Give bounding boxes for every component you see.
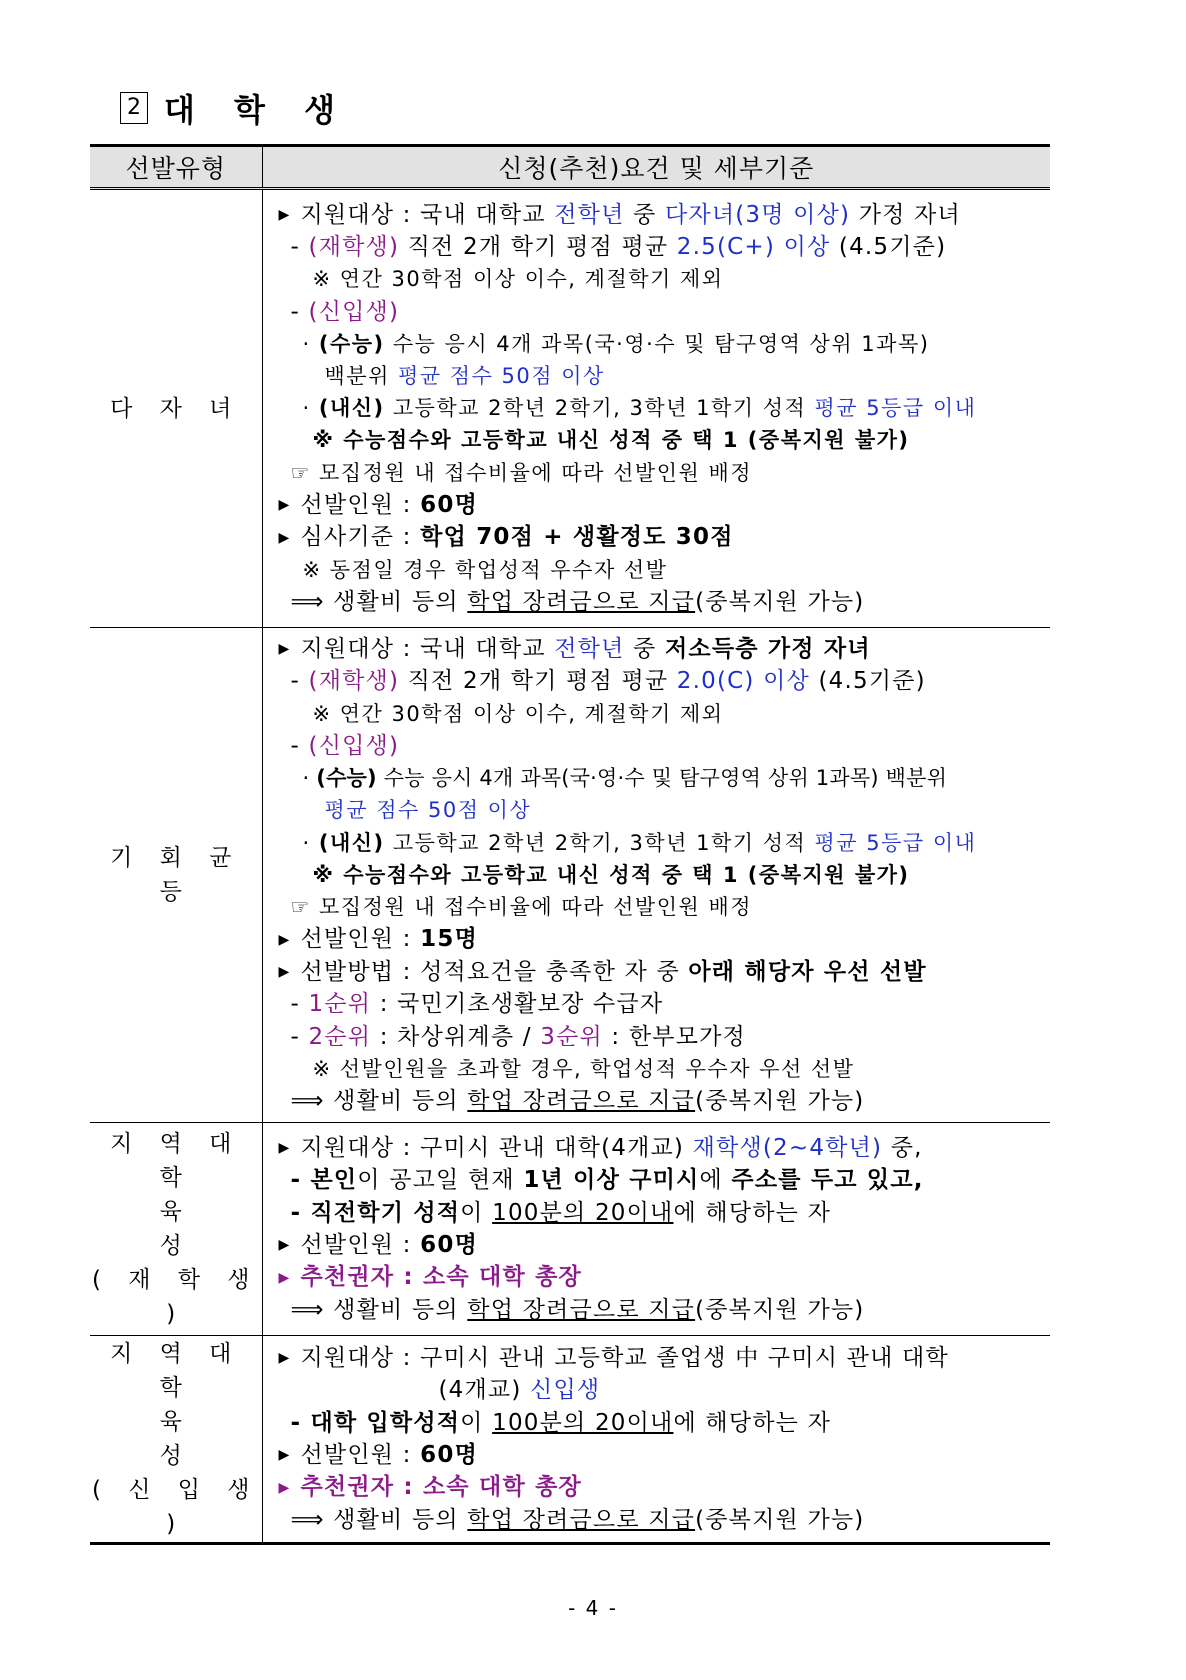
benefit-line: ⟹ 생활비 등의 학업 장려금으로 지급(중복지원 가능)	[290, 1087, 865, 1114]
criteria-line: 평균 점수 50점 이상	[324, 798, 532, 823]
category-label: 기 회 균 등	[110, 845, 242, 905]
section-number-box: 2	[120, 92, 148, 124]
table-header-row	[90, 146, 1050, 189]
note-line: ※ 수능점수와 고등학교 내신 성적 중 택 1 (중복지원 불가)	[312, 428, 910, 453]
requirements-cell	[262, 628, 1050, 1123]
category-cell	[90, 1336, 262, 1544]
criteria-line: 백분위 평균 점수 50점 이상	[324, 364, 605, 388]
requirements-cell	[262, 1123, 1050, 1336]
note-line: ☞ 모집정원 내 접수비율에 따라 선발인원 배정	[290, 894, 753, 919]
header-selection-type: 선발유형	[90, 146, 262, 189]
criteria-line: ▶ 선발인원 : 60명	[263, 1439, 1051, 1472]
criteria-line: ▶ 선발방법 : 성적요건을 충족한 자 중 아래 해당자 우선 선발	[263, 956, 1051, 989]
criteria-line: - 1순위 : 국민기초생활보장 수급자	[290, 991, 664, 1018]
category-label: 지 역 대 학	[110, 1341, 242, 1401]
category-cell	[90, 628, 262, 1123]
criteria-line: - 본인이 공고일 현재 1년 이상 구미시에 주소를 두고 있고,	[290, 1167, 924, 1194]
section-title	[120, 86, 349, 130]
recommender-line: ▶ 추천권자 : 소속 대학 총장	[263, 1471, 1051, 1504]
criteria-line: ▶ 심사기준 : 학업 70점 + 생활정도 30점	[263, 521, 1051, 554]
triangle-bullet-icon: ▶	[278, 1237, 291, 1254]
category-label: ( 신 입 생 )	[91, 1477, 260, 1537]
note-line: ※ 수능점수와 고등학교 내신 성적 중 택 1 (중복지원 불가)	[312, 862, 910, 887]
requirements-cell	[262, 189, 1050, 628]
table-row	[90, 189, 1050, 628]
criteria-line: ▶ 지원대상 : 구미시 관내 고등학교 졸업생 中 구미시 관내 대학	[263, 1342, 1051, 1375]
triangle-bullet-icon: ▶	[278, 497, 291, 514]
criteria-line: ▶ 지원대상 : 국내 대학교 전학년 중 저소득층 가정 자녀	[263, 633, 1051, 666]
section-title-text: 대 학 생	[164, 91, 350, 129]
criteria-line: · (내신) 고등학교 2학년 2학기, 3학년 1학기 성적 평균 5등급 이내	[302, 830, 977, 855]
criteria-line: - (신입생)	[290, 732, 400, 759]
note-line: ※ 연간 30학점 이상 이수, 계절학기 제외	[312, 701, 724, 726]
category-label: ( 재 학 생 )	[91, 1267, 260, 1327]
benefit-line: ⟹ 생활비 등의 학업 장려금으로 지급(중복지원 가능)	[290, 589, 865, 616]
note-line: ※ 연간 30학점 이상 이수, 계절학기 제외	[312, 267, 724, 292]
triangle-bullet-icon: ▶	[278, 206, 291, 223]
triangle-bullet-icon: ▶	[278, 931, 291, 948]
triangle-bullet-icon: ▶	[278, 1269, 291, 1286]
note-line: ☞ 모집정원 내 접수비율에 따라 선발인원 배정	[290, 460, 753, 485]
triangle-bullet-icon: ▶	[278, 1140, 291, 1157]
header-requirements: 신청(추천)요건 및 세부기준	[262, 146, 1050, 189]
table-row	[90, 1123, 1050, 1336]
criteria-line: ▶ 지원대상 : 국내 대학교 전학년 중 다자녀(3명 이상) 가정 자녀	[263, 199, 1051, 232]
criteria-line: - 2순위 : 차상위계층 / 3순위 : 한부모가정	[290, 1023, 746, 1050]
benefit-line: ⟹ 생활비 등의 학업 장려금으로 지급(중복지원 가능)	[290, 1296, 865, 1323]
category-label: 지 역 대 학	[110, 1131, 242, 1191]
criteria-line: - (재학생) 직전 2개 학기 평점 평균 2.0(C) 이상 (4.5기준)	[290, 668, 926, 695]
triangle-bullet-icon: ▶	[278, 1447, 291, 1464]
criteria-line: - 직전학기 성적이 100분의 20이내에 해당하는 자	[290, 1199, 831, 1226]
criteria-line: · (내신) 고등학교 2학년 2학기, 3학년 1학기 성적 평균 5등급 이내	[302, 396, 977, 421]
criteria-line: · (수능) 수능 응시 4개 과목(국·영·수 및 탐구영역 상위 1과목)	[302, 331, 930, 356]
triangle-bullet-icon: ▶	[278, 529, 291, 546]
criteria-line: ▶ 지원대상 : 구미시 관내 대학(4개교) 재학생(2~4학년) 중,	[263, 1132, 1051, 1165]
triangle-bullet-icon: ▶	[278, 1479, 291, 1496]
criteria-line: (4개교) 신입생	[438, 1377, 601, 1404]
criteria-line: - (신입생)	[290, 298, 400, 325]
criteria-line: ▶ 선발인원 : 60명	[263, 1229, 1051, 1262]
category-cell	[90, 189, 262, 628]
criteria-line: ▶ 선발인원 : 60명	[263, 489, 1051, 522]
table-row	[90, 628, 1050, 1123]
triangle-bullet-icon: ▶	[278, 641, 291, 658]
criteria-line: - (재학생) 직전 2개 학기 평점 평균 2.5(C+) 이상 (4.5기준)	[290, 234, 947, 261]
note-line: ※ 동점일 경우 학업성적 우수자 선발	[302, 558, 668, 582]
category-label: 육 성	[159, 1199, 242, 1259]
requirements-cell	[262, 1336, 1050, 1544]
category-label: 육 성	[159, 1409, 242, 1469]
triangle-bullet-icon: ▶	[278, 1350, 291, 1367]
table-row	[90, 1336, 1050, 1544]
note-line: ※ 선발인원을 초과할 경우, 학업성적 우수자 우선 선발	[312, 1056, 855, 1081]
benefit-line: ⟹ 생활비 등의 학업 장려금으로 지급(중복지원 가능)	[290, 1506, 865, 1533]
criteria-line: ▶ 선발인원 : 15명	[263, 923, 1051, 956]
category-label: 다 자 녀	[110, 395, 242, 422]
category-cell	[90, 1123, 262, 1336]
triangle-bullet-icon: ▶	[278, 964, 291, 981]
page-number: - 4 -	[568, 1596, 618, 1620]
selection-criteria-table	[90, 144, 1050, 1545]
recommender-line: ▶ 추천권자 : 소속 대학 총장	[263, 1261, 1051, 1294]
criteria-line: · (수능) 수능 응시 4개 과목(국·영·수 및 탐구영역 상위 1과목) 백분위	[302, 766, 948, 791]
criteria-line: - 대학 입학성적이 100분의 20이내에 해당하는 자	[290, 1409, 831, 1436]
